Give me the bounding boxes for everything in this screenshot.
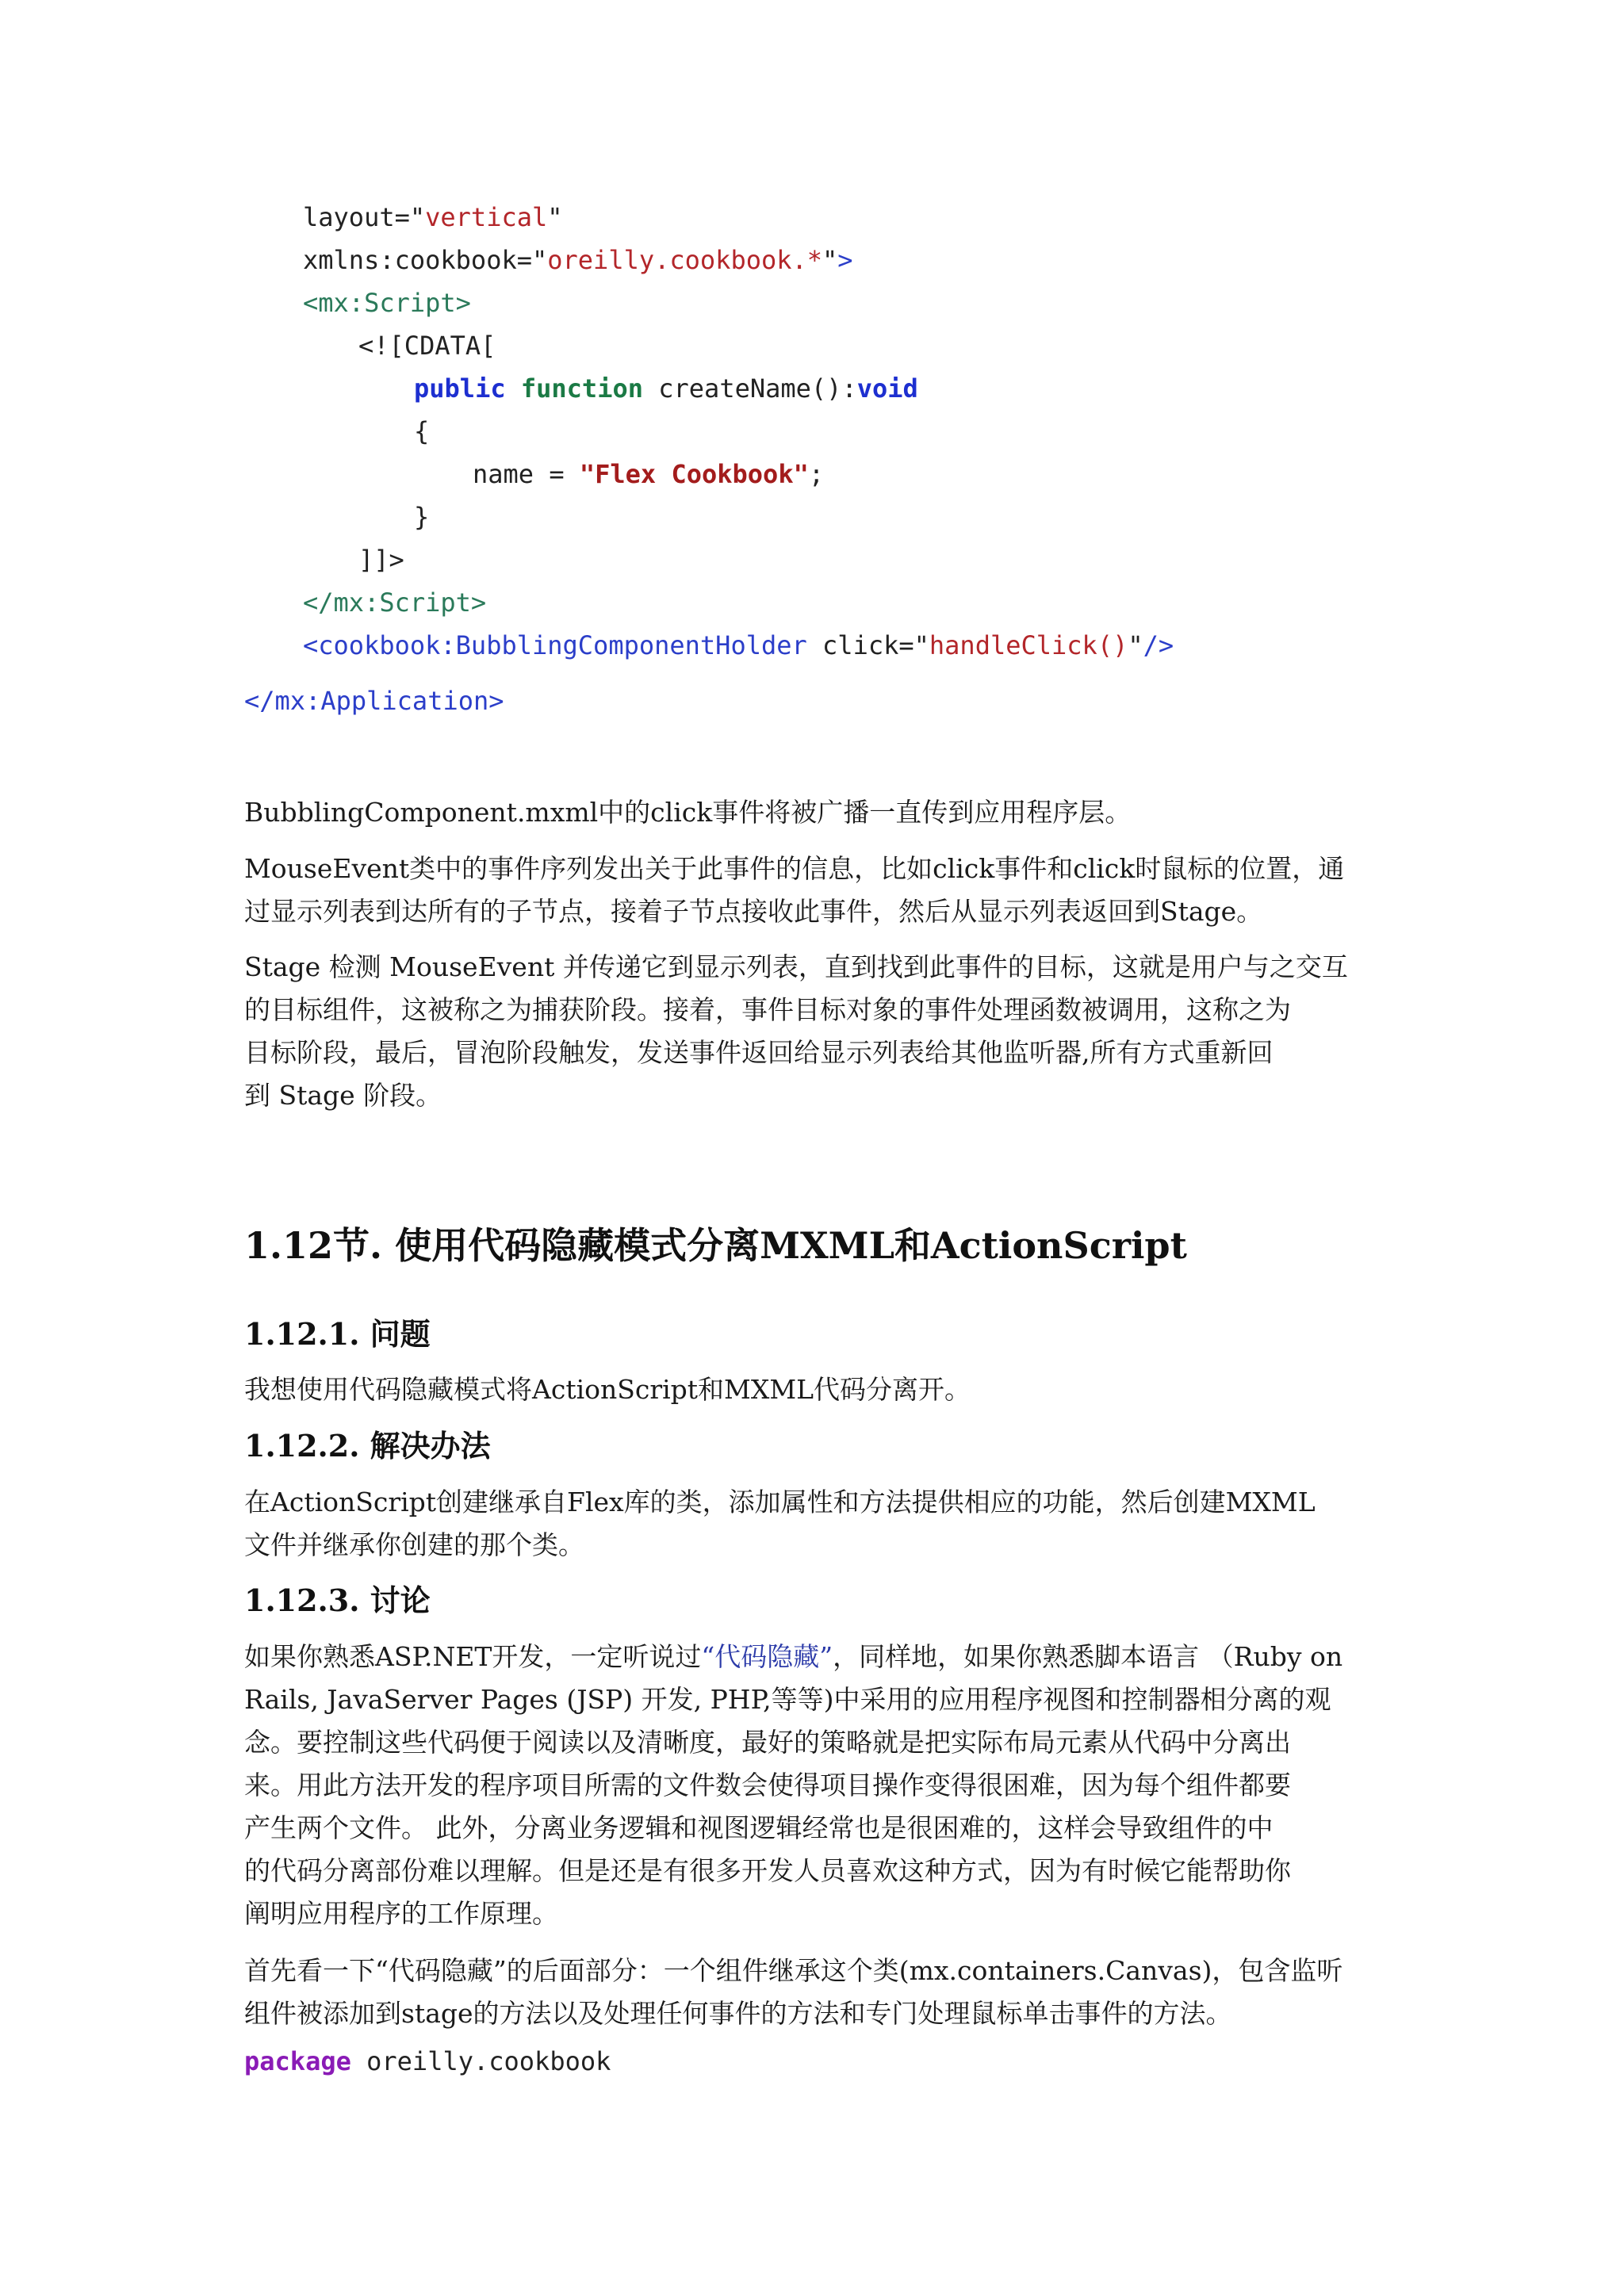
code-line-function xyxy=(414,373,918,404)
paragraph-mouseevent xyxy=(244,848,1378,933)
text-line: Stage 检测 MouseEvent 并传递它到显示列表，直到找到此事件的目标，这就是用户与之交互 xyxy=(244,951,1348,982)
code-package-name: oreilly.cookbook xyxy=(350,2046,611,2076)
text-line: 产生两个文件。 此外，分离业务逻辑和视图逻辑经常也是很困难的，这样会导致组件的中 xyxy=(244,1812,1274,1843)
text-line: 的代码分离部份难以理解。但是还是有很多开发人员喜欢这种方式，因为有时候它能帮助你 xyxy=(244,1855,1291,1886)
text-segment: 如果你熟悉ASP.NET开发，一定听说过 xyxy=(244,1641,702,1672)
paragraph-problem xyxy=(244,1368,1378,1411)
code-string: "Flex Cookbook" xyxy=(579,459,809,489)
paragraph-bubbling xyxy=(244,791,1378,834)
code-line-cdata-close: ]]> xyxy=(358,545,404,575)
code-line-script-open: <mx:Script> xyxy=(303,288,471,318)
code-line-brace-close: } xyxy=(414,502,430,532)
code-quote: " xyxy=(409,202,426,232)
text-line: 在ActionScript创建继承自Flex库的类，添加属性和方法提供相应的功能，然后创建MXML xyxy=(244,1487,1316,1517)
text-line xyxy=(244,1636,1378,1678)
text-line: 阐明应用程序的工作原理。 xyxy=(244,1898,558,1929)
paragraph-code-behind-intro xyxy=(244,1950,1378,2035)
code-semicolon: ; xyxy=(808,459,825,489)
subsection-discussion-title: 1.12.3. 讨论 xyxy=(244,1582,431,1618)
code-line-layout xyxy=(303,202,563,232)
code-tag: <cookbook:BubblingComponentHolder xyxy=(303,630,807,660)
code-variable: name = xyxy=(473,459,580,489)
text-line: 我想使用代码隐藏模式将ActionScript和MXML代码分离开。 xyxy=(244,1374,971,1405)
code-line-assign xyxy=(473,461,824,487)
text-line: BubblingComponent.mxml中的click事件将被广播一直传到应用程序层。 xyxy=(244,797,1132,828)
code-line-xmlns xyxy=(303,247,853,273)
text-line: 首先看一下“代码隐藏”的后面部分：一个组件继承这个类(mx.containers.Canvas)，包含监听 xyxy=(244,1955,1343,1986)
code-line-cdata-open: <![CDATA[ xyxy=(358,331,496,361)
subsection-solution-title: 1.12.2. 解决办法 xyxy=(244,1428,491,1464)
text-line: 过显示列表到达所有的子节点，接着子节点接收此事件，然后从显示列表返回到Stage。 xyxy=(244,896,1263,927)
keyword-void: void xyxy=(856,373,918,404)
keyword-public: public xyxy=(414,373,506,404)
text-line: 组件被添加到stage的方法以及处理任何事件的方法和专门处理鼠标单击事件的方法。 xyxy=(244,1998,1232,2029)
code-string: vertical xyxy=(425,202,548,232)
code-line-application-close: </mx:Application> xyxy=(244,686,504,716)
text-line: 来。用此方法开发的程序项目所需的文件数会使得项目操作变得很困难，因为每个组件都要 xyxy=(244,1770,1291,1800)
code-line-component xyxy=(303,630,1174,660)
paragraph-stage xyxy=(244,946,1378,1117)
text-line: 念。要控制这些代码便于阅读以及清晰度，最好的策略就是把实际布局元素从代码中分离出 xyxy=(244,1727,1291,1758)
code-quote: " xyxy=(1128,630,1143,660)
text-line: 到 Stage 阶段。 xyxy=(244,1080,442,1111)
code-line-package xyxy=(244,2046,611,2076)
code-function-name: createName(): xyxy=(658,373,857,404)
text-line: 文件并继承你创建的那个类。 xyxy=(244,1529,584,1560)
code-quote: " xyxy=(914,630,929,660)
keyword-function: function xyxy=(520,373,643,404)
paragraph-discussion xyxy=(244,1636,1378,1935)
code-attr: click= xyxy=(806,630,914,660)
code-string: oreilly.cookbook.* xyxy=(547,245,823,275)
code-line-brace-open: { xyxy=(414,416,430,446)
code-quote: " xyxy=(547,202,563,232)
text-line: Rails, JavaServer Pages (JSP) 开发, PHP,等等)中采用的应用程序视图和控制器相分离的观 xyxy=(244,1684,1331,1715)
code-line-script-close: </mx:Script> xyxy=(303,587,487,618)
section-heading: 1.12节. 使用代码隐藏模式分离MXML和ActionScript xyxy=(244,1224,1187,1267)
code-behind-link[interactable]: “代码隐藏” xyxy=(701,1641,833,1672)
code-attr: xmlns:cookbook= xyxy=(303,245,532,275)
paragraph-solution xyxy=(244,1481,1378,1567)
code-attr: layout= xyxy=(303,202,410,232)
code-quote: " xyxy=(822,245,838,275)
text-line: 目标阶段，最后，冒泡阶段触发，发送事件返回给显示列表给其他监听器,所有方式重新回 xyxy=(244,1037,1274,1068)
code-quote: " xyxy=(531,245,548,275)
text-line: 的目标组件，这被称之为捕获阶段。接着，事件目标对象的事件处理函数被调用，这称之为 xyxy=(244,994,1291,1025)
subsection-problem-title: 1.12.1. 问题 xyxy=(244,1316,431,1352)
code-string: handleClick() xyxy=(929,630,1128,660)
code-bracket: /> xyxy=(1143,630,1174,660)
text-line: MouseEvent类中的事件序列发出关于此事件的信息，比如click事件和click时鼠标的位置，通 xyxy=(244,853,1345,884)
text-segment: ，同样地，如果你熟悉脚本语言 （Ruby on xyxy=(833,1641,1343,1672)
code-bracket: > xyxy=(837,245,853,275)
keyword-package: package xyxy=(244,2046,351,2076)
